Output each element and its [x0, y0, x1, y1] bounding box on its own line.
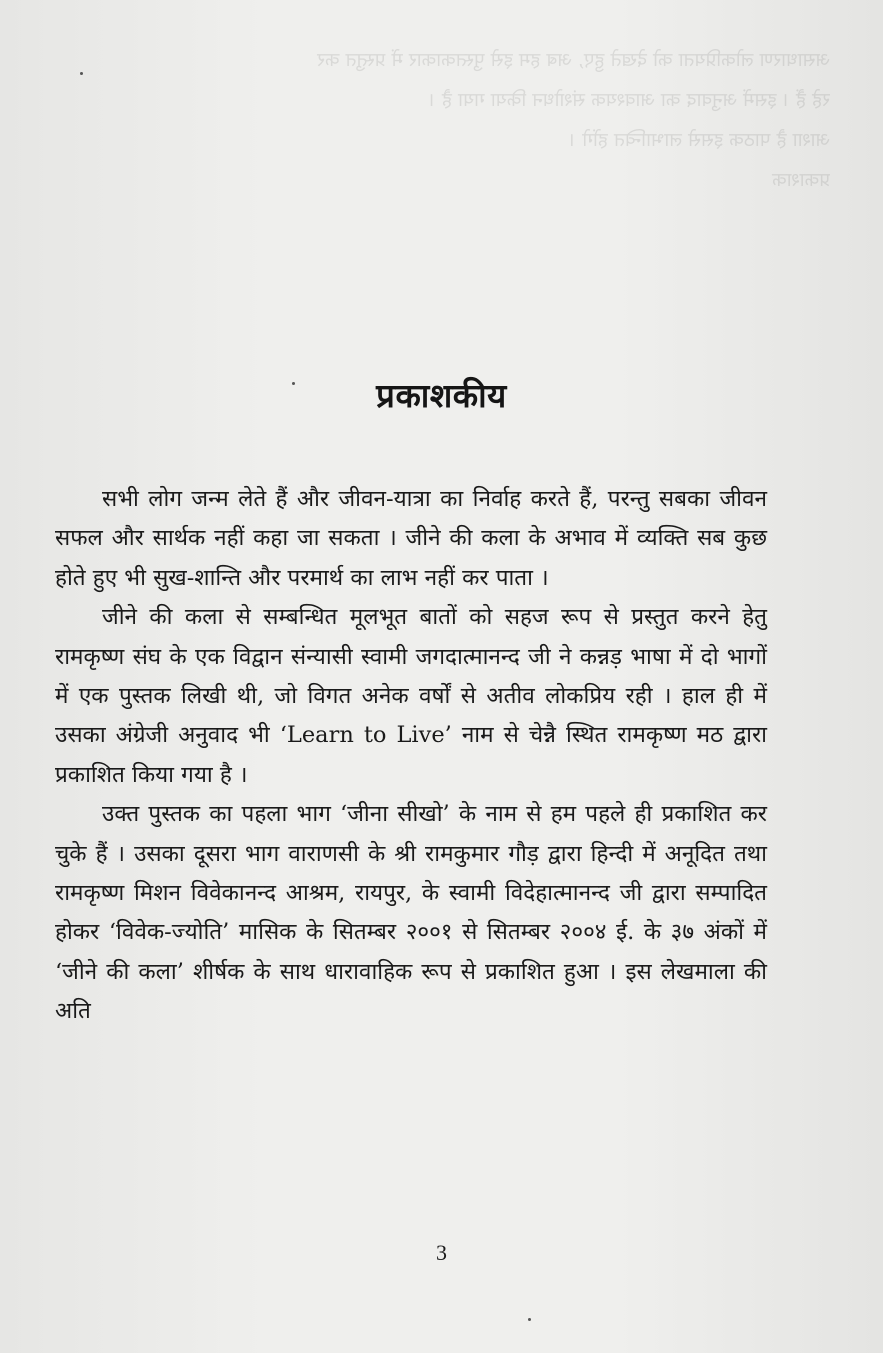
bleed-line: रहे हैं । इसमें अनुवाद का आवश्यक संशोधन किया गया है । [428, 89, 830, 111]
paragraph-1: सभी लोग जन्म लेते हैं और जीवन-यात्रा का निर्वाह करते हैं, परन्तु सबका जीवन सफल और सार्थक नहीं कहा जा सकता । जीने की कला के अभाव में व्यक्ति सब कुछ होते हुए भी सुख-शान्ति और परमार्थ का लाभ नहीं कर पाता । [55, 486, 767, 591]
bleed-through-text [70, 40, 830, 420]
page-heading: प्रकाशकीय [376, 376, 507, 415]
paragraph-3: उक्त पुस्तक का पहला भाग ‘जीना सीखो’ के नाम से हम पहले ही प्रकाशित कर चुके हैं । उसका दूसरा भाग वाराणसी के श्री रामकुमार गौड़ द्वारा हिन्दी में अनूदित तथा रामकृष्ण मिशन विवेकानन्द आश्रम, रायपुर, के स्वामी विदेहात्मानन्द जी द्वारा सम्पादित होकर ‘विवेक-ज्योति’ मासिक के सितम्बर २००१ से सितम्बर २००४ ई. के ३७ अंकों में ‘जीने की कला’ शीर्षक के साथ धारावाहिक रूप से प्रकाशित हुआ । इस लेखमाला की अति [55, 801, 767, 1025]
paper-speck [292, 382, 295, 385]
page-number: 3 [436, 1240, 447, 1265]
paper-speck [528, 1318, 531, 1321]
bleed-line: असाधारण लोकप्रियता को देखते हुए, अब हम इसे पुस्तकाकार में प्रस्तुत कर [317, 49, 830, 71]
paper-speck [80, 72, 83, 75]
bleed-line: प्रकाशक [772, 169, 830, 191]
bleed-line: आशा है पाठक इससे लाभान्वित होंगे । [569, 129, 830, 151]
paragraph-2: जीने की कला से सम्बन्धित मूलभूत बातों को सहज रूप से प्रस्तुत करने हेतु रामकृष्ण संघ के एक विद्वान संन्यासी स्वामी जगदात्मानन्द जी ने कन्नड़ भाषा में दो भागों में एक पुस्तक लिखी थी, जो विगत अनेक वर्षों से अतीव लोकप्रिय रही । हाल ही में उसका अंग्रेजी अनुवाद भी ‘Learn to Live’ नाम से चेन्नै स्थित रामकृष्ण मठ द्वारा प्रकाशित किया गया है । [55, 604, 767, 788]
body-text [55, 480, 767, 1032]
